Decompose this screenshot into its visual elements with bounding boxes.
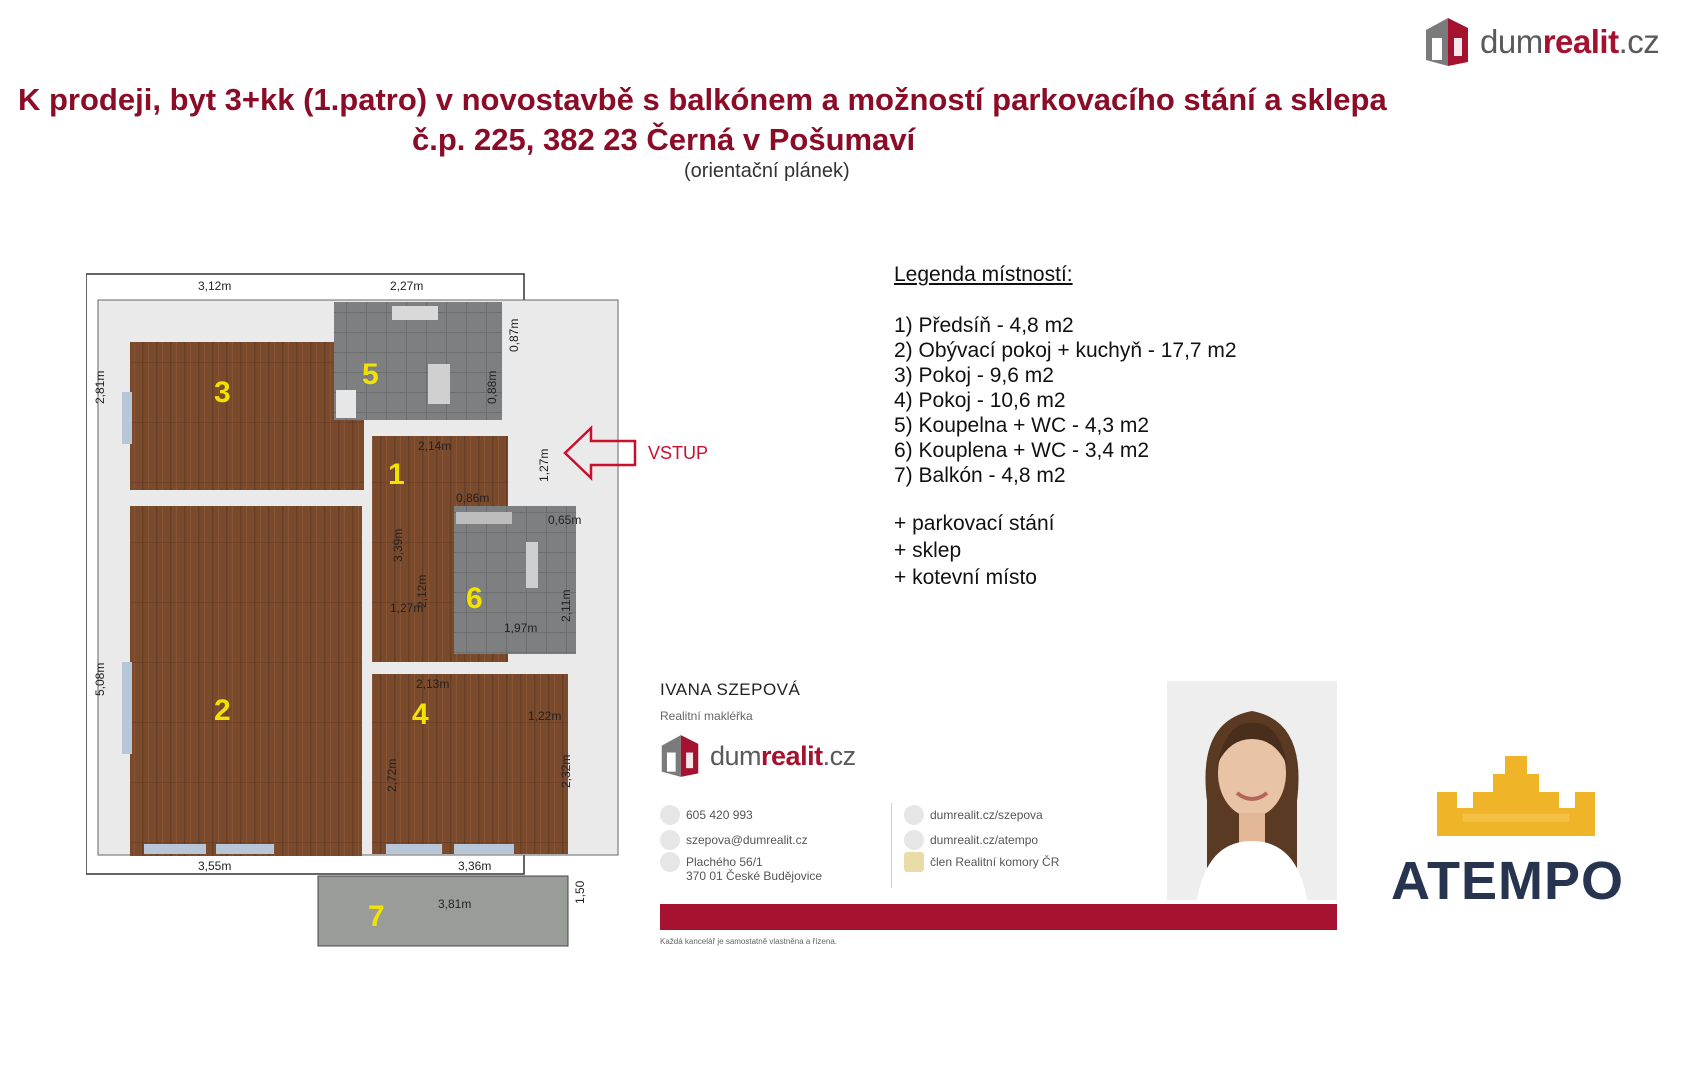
dim-hall-height: 3,39m bbox=[391, 528, 405, 562]
disclaimer: Každá kancelář je samostatně vlastněna a řízena. bbox=[660, 937, 837, 946]
dim-room4-height: 2,72m bbox=[385, 758, 399, 792]
web-personal-text: dumrealit.cz/szepova bbox=[930, 808, 1043, 822]
dim-bath6-width: 1,97m bbox=[504, 621, 538, 635]
dumrealit-logo[interactable] bbox=[1424, 14, 1659, 70]
room-label-7: 7 bbox=[368, 900, 385, 933]
email-text: szepova@dumrealit.cz bbox=[686, 833, 808, 847]
room-2 bbox=[130, 506, 362, 856]
dim-hall-inner: 2,12m bbox=[415, 574, 429, 608]
legend-extra-item: + kotevní místo bbox=[894, 566, 1037, 589]
logo-text-dum: dum bbox=[1480, 23, 1543, 60]
dim-bath6-height: 2,11m bbox=[559, 589, 573, 622]
address-line1: Plachého 56/1 bbox=[686, 855, 763, 869]
agent-photo bbox=[1167, 681, 1337, 900]
room-legend bbox=[894, 263, 1237, 591]
legend-item: 6) Kouplena + WC - 3,4 m2 bbox=[894, 439, 1150, 462]
entrance-label: VSTUP bbox=[648, 443, 709, 463]
contact-phone[interactable] bbox=[660, 808, 753, 828]
card-dumrealit-logo[interactable] bbox=[660, 733, 856, 779]
dim-hall-right: 1,27m bbox=[537, 448, 551, 482]
address-line2: 370 01 České Budějovice bbox=[686, 869, 823, 883]
web-icon bbox=[904, 830, 924, 850]
dim-bath6-top: 0,65m bbox=[548, 513, 582, 527]
legend-item: 7) Balkón - 4,8 m2 bbox=[894, 464, 1066, 487]
floor-plan bbox=[86, 272, 646, 952]
room-label-4: 4 bbox=[412, 698, 429, 731]
legend-item: 3) Pokoj - 9,6 m2 bbox=[894, 364, 1054, 387]
dim-balcony-width: 3,81m bbox=[438, 897, 472, 911]
contact-web-office[interactable] bbox=[904, 833, 1038, 853]
legend-extra-item: + sklep bbox=[894, 539, 962, 562]
logo-text-realit: realit bbox=[761, 740, 823, 771]
room-label-3: 3 bbox=[214, 376, 231, 409]
dim-bottom-right: 3,36m bbox=[458, 859, 492, 873]
dim-top-left: 3,12m bbox=[198, 279, 232, 293]
room-7 bbox=[318, 876, 568, 946]
agent-name: IVANA SZEPOVÁ bbox=[660, 680, 801, 699]
legend-item: 1) Předsíň - 4,8 m2 bbox=[894, 314, 1074, 337]
agent-role: Realitní makléřka bbox=[660, 709, 753, 723]
chamber-emblem-icon bbox=[904, 852, 924, 872]
logo-text-dum: dum bbox=[710, 740, 762, 771]
room-label-1: 1 bbox=[388, 458, 405, 491]
contact-web-personal[interactable] bbox=[904, 808, 1043, 828]
email-icon bbox=[660, 830, 680, 850]
dim-right-bath5: 0,87m bbox=[507, 318, 521, 352]
phone-icon bbox=[660, 805, 680, 825]
house-logo-icon bbox=[660, 733, 700, 779]
room-label-6: 6 bbox=[466, 582, 483, 615]
contact-membership bbox=[904, 855, 1059, 875]
legend-heading: Legenda místností: bbox=[894, 263, 1073, 286]
dim-room4-small: 1,22m bbox=[528, 709, 562, 723]
legend-extras bbox=[894, 510, 1237, 591]
dim-balcony-height: 1,50 bbox=[573, 880, 587, 904]
house-logo-icon bbox=[1424, 16, 1470, 68]
dim-bottom-left: 3,55m bbox=[198, 859, 232, 873]
entrance-arrow-icon bbox=[563, 425, 637, 481]
legend-item: 4) Pokoj - 10,6 m2 bbox=[894, 389, 1066, 412]
dim-bath5-inner: 0,88m bbox=[485, 370, 499, 404]
contact-divider bbox=[891, 803, 892, 888]
crown-icon bbox=[1433, 752, 1599, 838]
dim-room4-top: 2,13m bbox=[416, 677, 450, 691]
room-label-2: 2 bbox=[214, 694, 231, 727]
legend-item: 5) Koupelna + WC - 4,3 m2 bbox=[894, 414, 1150, 437]
logo-text-realit: realit bbox=[1542, 23, 1619, 60]
room-4 bbox=[372, 674, 568, 854]
page-address: č.p. 225, 382 23 Černá v Pošumaví bbox=[412, 122, 916, 157]
atempo-logo-text: ATEMPO bbox=[1391, 851, 1624, 911]
room-label-5: 5 bbox=[362, 358, 379, 391]
dim-room4-right: 2,32m bbox=[559, 754, 573, 788]
logo-text-cz: .cz bbox=[1618, 23, 1660, 60]
page-title: K prodeji, byt 3+kk (1.patro) v novostavbě s balkónem a možností parkovacího stání a sklepa bbox=[18, 82, 1387, 117]
phone-text: 605 420 993 bbox=[686, 808, 753, 822]
dim-hall-bottom: 1,27m bbox=[390, 601, 424, 615]
legend-extra-item: + parkovací stání bbox=[894, 512, 1055, 535]
legend-item: 2) Obývací pokoj + kuchyň - 17,7 m2 bbox=[894, 339, 1237, 362]
logo-text-cz: .cz bbox=[822, 740, 856, 771]
contact-email[interactable] bbox=[660, 833, 808, 853]
card-bar bbox=[660, 904, 1337, 930]
dim-left-room2: 5,08m bbox=[93, 662, 107, 696]
membership-text: člen Realitní komory ČR bbox=[930, 855, 1060, 869]
contact-address bbox=[660, 855, 822, 883]
web-office-text: dumrealit.cz/atempo bbox=[930, 833, 1039, 847]
dim-hall-top: 2,14m bbox=[418, 439, 452, 453]
dim-left-room3: 2,81m bbox=[93, 370, 107, 404]
dim-top-right: 2,27m bbox=[390, 279, 424, 293]
dim-hall-small: 0,86m bbox=[456, 491, 490, 505]
web-icon bbox=[904, 805, 924, 825]
page-subtitle: (orientační plánek) bbox=[684, 160, 850, 182]
room-3 bbox=[130, 342, 364, 490]
location-icon bbox=[660, 852, 680, 872]
